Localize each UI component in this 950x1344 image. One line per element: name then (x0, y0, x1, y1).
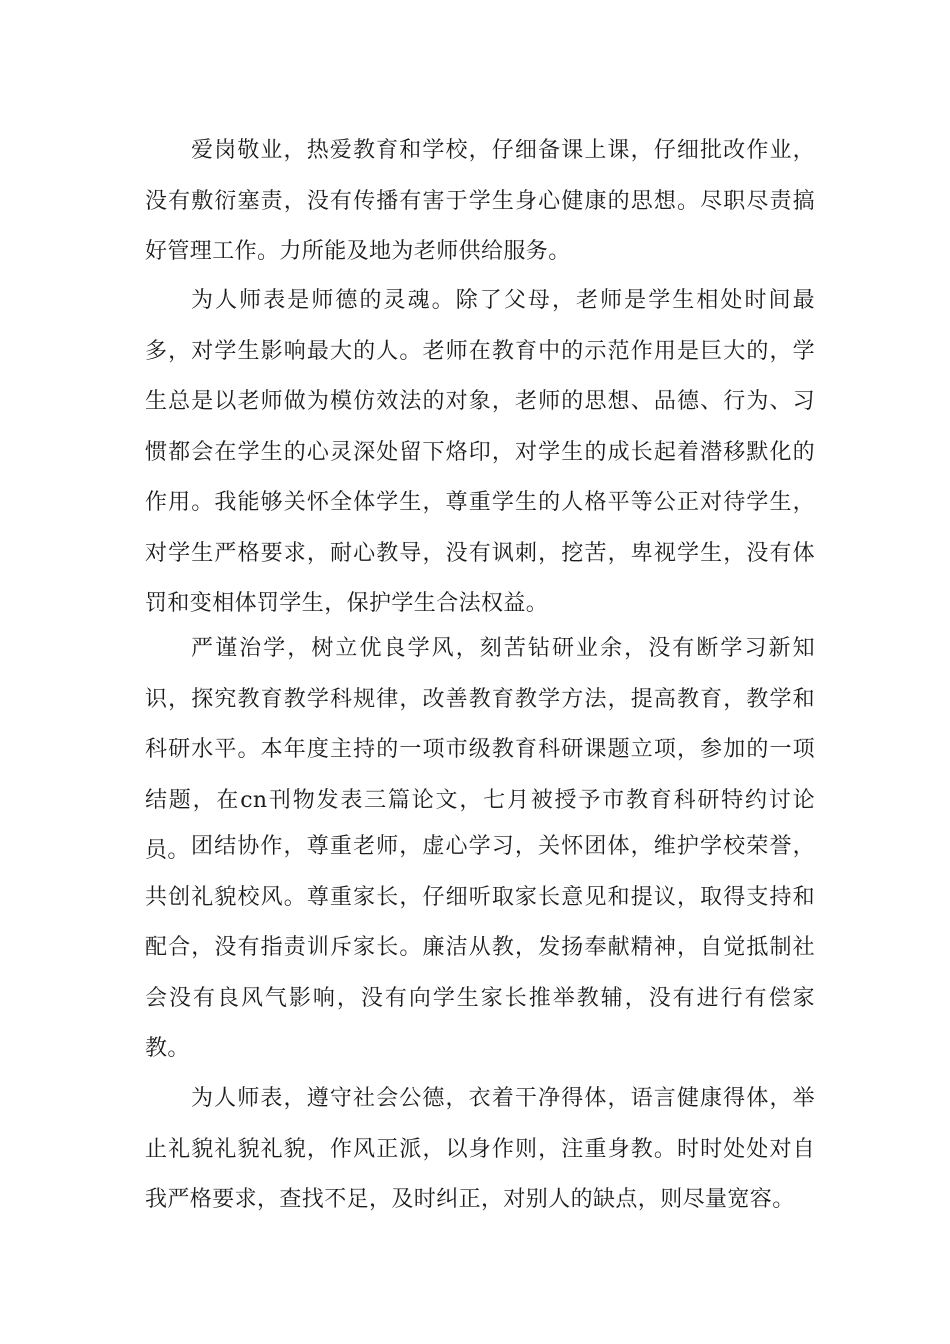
paragraph-scholarship: 严谨治学，树立优良学风，刻苦钻研业余，没有断学习新知识，探究教育教学科规律，改善教育教学方法，提高教育，教学和科研水平。本年度主持的一项市级教育科研课题立项，参加的一项结题，在cn刊物发表三篇论文，七月被授予市教育科研特约讨论员。 (145, 636, 815, 863)
paragraph-dedication: 爱岗敬业，热爱教育和学校，仔细备课上课，仔细批改作业，没有敷衍塞责，没有传播有害于学生身心健康的思想。尽职尽责搞好管理工作。力所能及地为老师供给服务。 (145, 138, 815, 264)
paragraph-cooperation: 团结协作，尊重老师，虚心学习，关怀团体，维护学校荣誉，共创礼貌校风。尊重家长，仔细听取家长意见和提议，取得支持和配合，没有指责训斥家长。廉洁从教，发扬奉献精神，自觉抵制社会没有良风气影响，没有向学生家长推举教辅，没有进行有偿家教。 (145, 834, 815, 1061)
paragraph-role-model: 为人师表是师德的灵魂。除了父母，老师是学生相处时间最多，对学生影响最大的人。老师在教育中的示范作用是巨大的，学生总是以老师做为模仿效法的对象，老师的思想、品德、行为、习惯都会在学生的心灵深处留下烙印，对学生的成长起着潜移默化的作用。我能够关怀全体学生，尊重学生的人格平等公正对待学生，对学生严格要求，耐心教导，没有讽刺，挖苦，卑视学生，没有体罚和变相体罚学生，保护学生合法权益。 (145, 288, 815, 616)
paragraph-conduct: 为人师表，遵守社会公德，衣着干净得体，语言健康得体，举止礼貌礼貌礼貌，作风正派，以身作则，注重身教。时时处处对自我严格要求，查找不足，及时纠正，对别人的缺点，则尽量宽容。 (145, 1086, 815, 1212)
